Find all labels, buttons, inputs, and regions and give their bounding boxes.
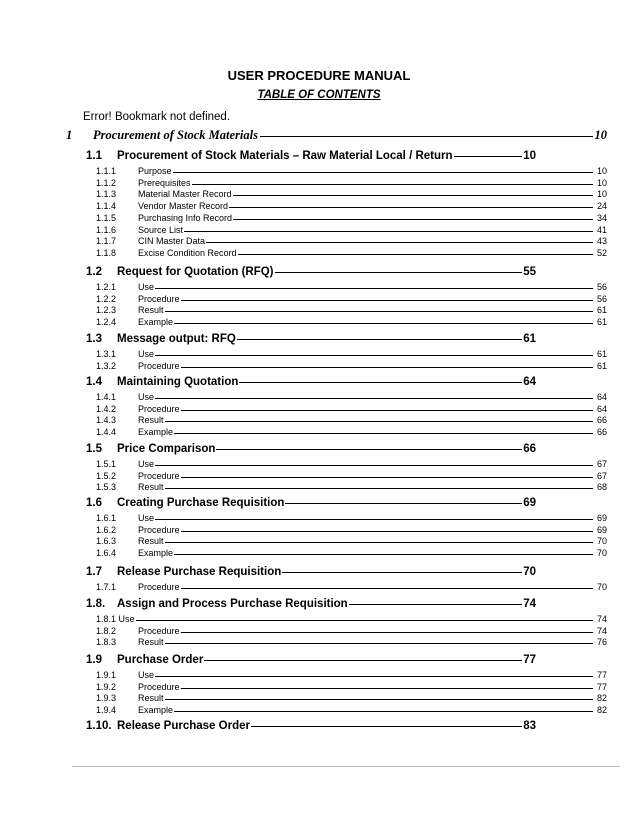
toc-leader	[349, 604, 522, 605]
toc-subsection-page: 56	[596, 282, 607, 292]
toc-subsection-label: Use	[138, 513, 155, 523]
toc-subsection-entry[interactable]	[96, 637, 607, 647]
toc-leader	[181, 588, 593, 589]
toc-subsection-label: Procedure	[138, 470, 180, 481]
toc-subsection-label: Result	[138, 536, 164, 547]
toc-leader	[181, 632, 593, 633]
toc-section-page: 64	[523, 376, 536, 388]
toc-subsection-page: 10	[596, 166, 607, 176]
toc-leader	[155, 519, 593, 520]
toc-subsection-page: 70	[596, 548, 607, 559]
toc-subsection-label: Material Master Record	[138, 189, 232, 200]
toc-subsection-number: 1.9.3	[96, 693, 117, 704]
toc-section-label: Procurement of Stock Materials – Raw Material Local / Return	[117, 150, 453, 162]
toc-subsection-label: Prerequisites	[138, 177, 191, 188]
toc-subsection-number: 1.2.1	[96, 282, 117, 292]
toc-leader	[192, 184, 593, 185]
toc-subsection-page: 66	[596, 415, 607, 426]
toc-subsection-label: Use	[138, 349, 155, 359]
toc-subsection-entry[interactable]	[96, 459, 607, 469]
toc-subsection-number: 1.9.4	[96, 705, 117, 716]
toc-section-number: 1.8.	[86, 598, 106, 610]
toc-subsection-page: 24	[596, 201, 607, 212]
toc-subsection-page: 43	[596, 236, 607, 247]
toc-subsection-page: 10	[596, 177, 607, 188]
toc-subsection-entry[interactable]	[96, 548, 607, 558]
toc-leader	[155, 355, 593, 356]
toc-subsection-entry[interactable]	[96, 294, 607, 304]
toc-leader	[251, 726, 522, 727]
toc-subsection-label: Procedure	[138, 582, 180, 592]
toc-leader	[155, 398, 593, 399]
toc-subsection-page: 34	[596, 212, 607, 223]
toc-subsection-number: 1.6.1	[96, 513, 117, 523]
toc-leader	[282, 572, 522, 573]
toc-leader	[184, 231, 593, 232]
toc-subsection-number: 1.1.6	[96, 224, 117, 235]
toc-section-number: 1.2	[86, 266, 102, 278]
toc-subsection-number: 1.1.8	[96, 247, 117, 258]
toc-subsection-entry[interactable]	[96, 427, 607, 437]
toc-subsection-entry[interactable]	[96, 626, 607, 636]
toc-subsection-page: 41	[596, 224, 607, 235]
toc-subsection-entry[interactable]	[96, 404, 607, 414]
toc-subsection-entry[interactable]	[96, 317, 607, 327]
toc-subsection-page: 69	[596, 513, 607, 523]
toc-subsection-entry[interactable]	[96, 482, 607, 492]
toc-subsection-label: Excise Condition Record	[138, 247, 237, 258]
toc-section-label: Request for Quotation (RFQ)	[117, 266, 274, 278]
toc-subsection-label: Use	[138, 670, 155, 680]
toc-leader	[181, 300, 593, 301]
toc-section-page: 10	[523, 150, 536, 162]
toc-section-label: Creating Purchase Requisition	[117, 497, 285, 509]
toc-section-entry[interactable]	[86, 333, 536, 345]
toc-chapter-page: 10	[594, 128, 607, 142]
toc-subsection-label: Example	[138, 317, 174, 328]
toc-section-number: 1.7	[86, 566, 102, 578]
toc-subsection-label: Example	[138, 548, 174, 559]
toc-subsection-label: Example	[138, 427, 174, 438]
toc-subsection-entry[interactable]	[96, 248, 607, 258]
toc-section-label: Price Comparison	[117, 443, 216, 455]
toc-subsection-page: 61	[596, 305, 607, 316]
toc-subsection-page: 61	[596, 360, 607, 371]
toc-leader	[165, 488, 593, 489]
toc-leader	[174, 711, 593, 712]
toc-leader	[233, 195, 593, 196]
toc-subsection-entry[interactable]	[96, 349, 607, 359]
toc-subsection-entry[interactable]	[96, 213, 607, 223]
toc-section-label: Message output: RFQ	[117, 333, 236, 345]
toc-leader	[181, 531, 593, 532]
toc-section-label: Release Purchase Requisition	[117, 566, 282, 578]
toc-section-entry[interactable]	[86, 266, 536, 278]
toc-subsection-entry[interactable]	[96, 189, 607, 199]
toc-subsection-label: Procedure	[138, 403, 180, 414]
toc-leader	[285, 503, 522, 504]
toc-subsection-page: 74	[596, 614, 607, 624]
toc-subsection-number: 1.5.2	[96, 470, 117, 481]
toc-subsection-label: Result	[138, 693, 164, 704]
toc-subsection-number: 1.1.7	[96, 236, 117, 247]
toc-subsection-label: Purchasing Info Record	[138, 212, 233, 223]
toc-subsection-page: 56	[596, 293, 607, 304]
toc-subsection-page: 64	[596, 403, 607, 414]
toc-subsection-page: 64	[596, 392, 607, 402]
toc-chapter-number: 1	[66, 128, 73, 142]
toc-leader	[204, 660, 522, 661]
toc-subsection-number: 1.2.3	[96, 305, 117, 316]
toc-section-number: 1.4	[86, 376, 102, 388]
toc-subsection-entry[interactable]	[96, 525, 607, 535]
toc-subsection-label: Vendor Master Record	[138, 201, 229, 212]
toc-leader	[165, 421, 593, 422]
toc-leader	[173, 172, 593, 173]
toc-subsection-number: 1.8.1 Use	[96, 614, 135, 624]
toc-section-label: Purchase Order	[117, 654, 204, 666]
toc-subsection-page: 82	[596, 693, 607, 704]
toc-leader	[136, 620, 593, 621]
toc-subsection-entry[interactable]	[96, 361, 607, 371]
toc-subsection-label: Procedure	[138, 524, 180, 535]
toc-subsection-page: 67	[596, 459, 607, 469]
toc-section-page: 74	[523, 598, 536, 610]
toc-subsection-label: Procedure	[138, 293, 180, 304]
toc-leader	[238, 254, 593, 255]
toc-subsection-label: Result	[138, 415, 164, 426]
toc-subsection-number: 1.1.2	[96, 177, 117, 188]
toc-subsection-number: 1.3.1	[96, 349, 117, 359]
toc-subsection-label: Example	[138, 705, 174, 716]
toc-subsection-number: 1.2.4	[96, 317, 117, 328]
toc-leader	[275, 272, 523, 273]
toc-subsection-label: Result	[138, 305, 164, 316]
toc-subsection-page: 77	[596, 681, 607, 692]
toc-subsection-page: 70	[596, 582, 607, 592]
toc-subsection-label: Procedure	[138, 360, 180, 371]
toc-subsection-page: 68	[596, 482, 607, 493]
toc-subsection-entry[interactable]	[96, 670, 607, 680]
toc-subsection-page: 10	[596, 189, 607, 200]
toc-subsection-entry[interactable]	[96, 305, 607, 315]
toc-subsection-label: Use	[138, 392, 155, 402]
toc-subsection-number: 1.4.4	[96, 427, 117, 438]
toc-subsection-number: 1.1.5	[96, 212, 117, 223]
toc-subsection-number: 1.5.3	[96, 482, 117, 493]
toc-subsection-page: 76	[596, 637, 607, 648]
toc-subsection-number: 1.7.1	[96, 582, 117, 592]
toc-subsection-entry[interactable]	[96, 614, 607, 624]
toc-leader	[165, 542, 593, 543]
toc-subsection-label: Procedure	[138, 625, 180, 636]
footer-divider	[72, 766, 620, 767]
toc-subsection-entry[interactable]	[96, 536, 607, 546]
toc-leader	[454, 156, 523, 157]
toc-subsection-label: Source List	[138, 224, 184, 235]
toc-chapter-label: Procurement of Stock Materials	[93, 128, 258, 142]
toc-section-entry[interactable]	[86, 150, 536, 162]
toc-subsection-number: 1.4.2	[96, 403, 117, 414]
toc-subsection-entry[interactable]	[96, 166, 607, 176]
toc-subsection-label: CIN Master Data	[138, 236, 206, 247]
toc-subsection-page: 69	[596, 524, 607, 535]
toc-subsection-entry[interactable]	[96, 178, 607, 188]
toc-subsection-page: 82	[596, 705, 607, 716]
toc-subsection-page: 70	[596, 536, 607, 547]
toc-subsection-entry[interactable]	[96, 693, 607, 703]
toc-subsection-page: 61	[596, 317, 607, 328]
toc-leader	[233, 219, 593, 220]
toc-section-entry[interactable]	[86, 566, 536, 578]
toc-section-entry[interactable]	[86, 497, 536, 509]
toc-subsection-number: 1.2.2	[96, 293, 117, 304]
toc-leader	[155, 676, 593, 677]
toc-subsection-entry[interactable]	[96, 282, 607, 292]
toc-subsection-number: 1.6.3	[96, 536, 117, 547]
toc-section-number: 1.1	[86, 150, 102, 162]
toc-subsection-page: 52	[596, 247, 607, 258]
toc-leader	[237, 339, 522, 340]
toc-leader	[229, 207, 593, 208]
toc-section-label: Release Purchase Order	[117, 720, 250, 732]
toc-leader	[155, 465, 593, 466]
toc-subsection-page: 74	[596, 625, 607, 636]
toc-section-number: 1.6	[86, 497, 102, 509]
toc-subsection-number: 1.6.2	[96, 524, 117, 535]
toc-subsection-entry[interactable]	[96, 392, 607, 402]
toc-section-number: 1.5	[86, 443, 102, 455]
toc-subsection-label: Use	[138, 282, 155, 292]
toc-leader	[206, 242, 593, 243]
toc-subsection-number: 1.5.1	[96, 459, 117, 469]
toc-section-page: 66	[523, 443, 536, 455]
toc-subsection-entry[interactable]	[96, 201, 607, 211]
toc-leader	[174, 323, 593, 324]
toc-subsection-entry[interactable]	[96, 471, 607, 481]
toc-subsection-page: 67	[596, 470, 607, 481]
toc-subsection-entry[interactable]	[96, 415, 607, 425]
toc-subsection-label: Procedure	[138, 681, 180, 692]
toc-subsection-number: 1.3.2	[96, 360, 117, 371]
toc-leader	[181, 367, 593, 368]
toc-leader	[165, 699, 593, 700]
toc-chapter-entry[interactable]	[66, 128, 607, 143]
toc-leader	[260, 136, 593, 137]
bookmark-error-text: Error! Bookmark not defined.	[83, 111, 231, 123]
toc-subsection-number: 1.8.2	[96, 625, 117, 636]
toc-leader	[174, 433, 593, 434]
toc-section-entry[interactable]	[86, 720, 536, 732]
toc-leader	[165, 643, 593, 644]
toc-section-entry[interactable]	[86, 376, 536, 388]
document-title: USER PROCEDURE MANUAL	[227, 68, 411, 83]
toc-subsection-number: 1.1.3	[96, 189, 117, 200]
toc-subsection-number: 1.4.1	[96, 392, 117, 402]
toc-subsection-page: 61	[596, 349, 607, 359]
toc-leader	[181, 688, 593, 689]
toc-subsection-number: 1.9.1	[96, 670, 117, 680]
toc-subsection-label: Result	[138, 482, 164, 493]
toc-leader	[174, 554, 593, 555]
toc-section-number: 1.9	[86, 654, 102, 666]
toc-subsection-label: Use	[138, 459, 155, 469]
toc-section-label: Assign and Process Purchase Requisition	[117, 598, 348, 610]
toc-section-label: Maintaining Quotation	[117, 376, 239, 388]
toc-section-entry[interactable]	[86, 443, 536, 455]
toc-subsection-entry[interactable]	[96, 513, 607, 523]
toc-section-entry[interactable]	[86, 598, 536, 610]
toc-subsection-number: 1.8.3	[96, 637, 117, 648]
toc-subsection-entry[interactable]	[96, 236, 607, 246]
toc-leader	[216, 449, 522, 450]
toc-leader	[181, 410, 593, 411]
toc-subsection-entry[interactable]	[96, 705, 607, 715]
toc-section-page: 61	[523, 333, 536, 345]
toc-section-page: 77	[523, 654, 536, 666]
toc-subsection-page: 77	[596, 670, 607, 680]
toc-leader	[181, 477, 593, 478]
toc-section-number: 1.3	[86, 333, 102, 345]
toc-subsection-label: Result	[138, 637, 164, 648]
toc-leader	[165, 311, 593, 312]
toc-subsection-number: 1.6.4	[96, 548, 117, 559]
toc-subsection-page: 66	[596, 427, 607, 438]
toc-section-page: 70	[523, 566, 536, 578]
toc-section-number: 1.10.	[86, 720, 112, 732]
toc-subsection-entry[interactable]	[96, 225, 607, 235]
toc-subsection-label: Purpose	[138, 166, 172, 176]
toc-leader	[155, 288, 593, 289]
toc-heading: TABLE OF CONTENTS	[257, 89, 381, 101]
toc-subsection-number: 1.9.2	[96, 681, 117, 692]
toc-subsection-number: 1.1.1	[96, 166, 117, 176]
toc-section-page: 69	[523, 497, 536, 509]
toc-leader	[239, 382, 522, 383]
toc-subsection-number: 1.1.4	[96, 201, 117, 212]
toc-subsection-number: 1.4.3	[96, 415, 117, 426]
toc-subsection-entry[interactable]	[96, 682, 607, 692]
toc-subsection-entry[interactable]	[96, 582, 607, 592]
toc-section-entry[interactable]	[86, 654, 536, 666]
toc-section-page: 55	[523, 266, 536, 278]
toc-section-page: 83	[523, 720, 536, 732]
